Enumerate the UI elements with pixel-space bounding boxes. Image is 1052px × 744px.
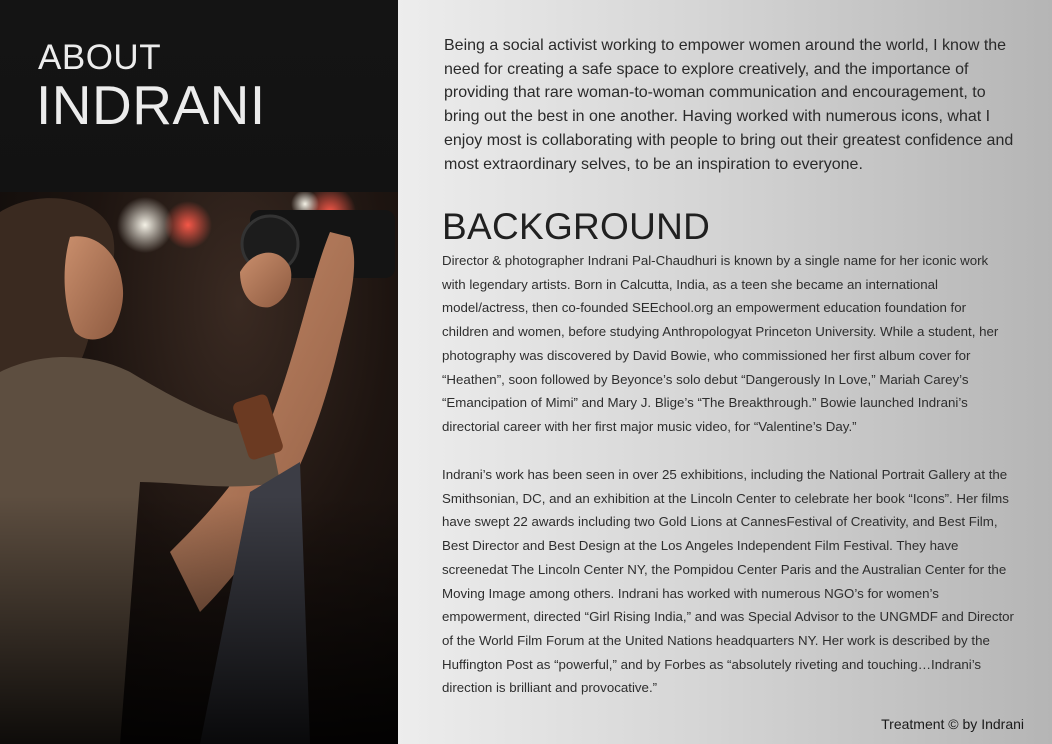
background-heading: BACKGROUND — [442, 206, 711, 247]
photo-illustration — [0, 192, 398, 744]
background-paragraph-1: Director & photographer Indrani Pal-Chaudhuri is known by a single name for her iconic work with legendary artists. Born in Calcutta, India, as a teen she became an international model/actress, then co-founded SEEchool.org an empowerment education foundation for children and women, before studying Anthropologyat Princeton University. While a student, her photography was discovered by David Bowie, who commissioned her first album cover for “Heathen”, soon followed by Beyonce’s solo debut “Dangerously In Love,” Mariah Carey’s “Emancipation of Mimi” and Mary J. Blige’s “The Breakthrough.” Bowie launched Indrani’s directorial career with her first major music video, for “Valentine’s Day.” — [442, 253, 999, 434]
title-name: INDRANI — [36, 74, 266, 136]
right-panel — [398, 0, 1052, 744]
background-paragraph-2: Indrani’s work has been seen in over 25 exhibitions, including the National Portrait Gallery at the Smithsonian, DC, and an exhibition at the Lincoln Center to celebrate her book “Icons”. Her films have swept 22 awards including two Gold Lions at CannesFestival of Creativity, and Best Film, Best Director and Best Design at the Los Angeles Independent Film Festival. They have screenedat The Lincoln Center NY, the Pompidou Center Paris and the Australian Center for the Moving Image among others. Indrani has worked with numerous NGO’s for women’s empowerment, directed “Girl Rising India,” and was Special Advisor to the UNGMDF and Director of the World Film Forum at the United Nations headquarters NY. Her work is described by the Huffington Post as “powerful,” and by Forbes as “absolutely riveting and touching…Indrani’s direction is brilliant and provocative.” — [442, 467, 1014, 696]
photographer-photo — [0, 192, 398, 744]
photo-vignette — [0, 192, 398, 744]
left-panel — [0, 0, 398, 744]
footer-credit: Treatment © by Indrani — [881, 716, 1024, 732]
intro-paragraph: Being a social activist working to empower women around the world, I know the need for creating a safe space to explore creatively, and the importance of providing that rare woman-to-woman communication and encouragement, to bring out the best in one another. Having worked with numerous icons, what I enjoy most is collaborating with people to bring out their greatest confidence and most extraordinary selves, to be an inspiration to everyone. — [444, 37, 1014, 173]
title-about: ABOUT — [38, 38, 162, 77]
